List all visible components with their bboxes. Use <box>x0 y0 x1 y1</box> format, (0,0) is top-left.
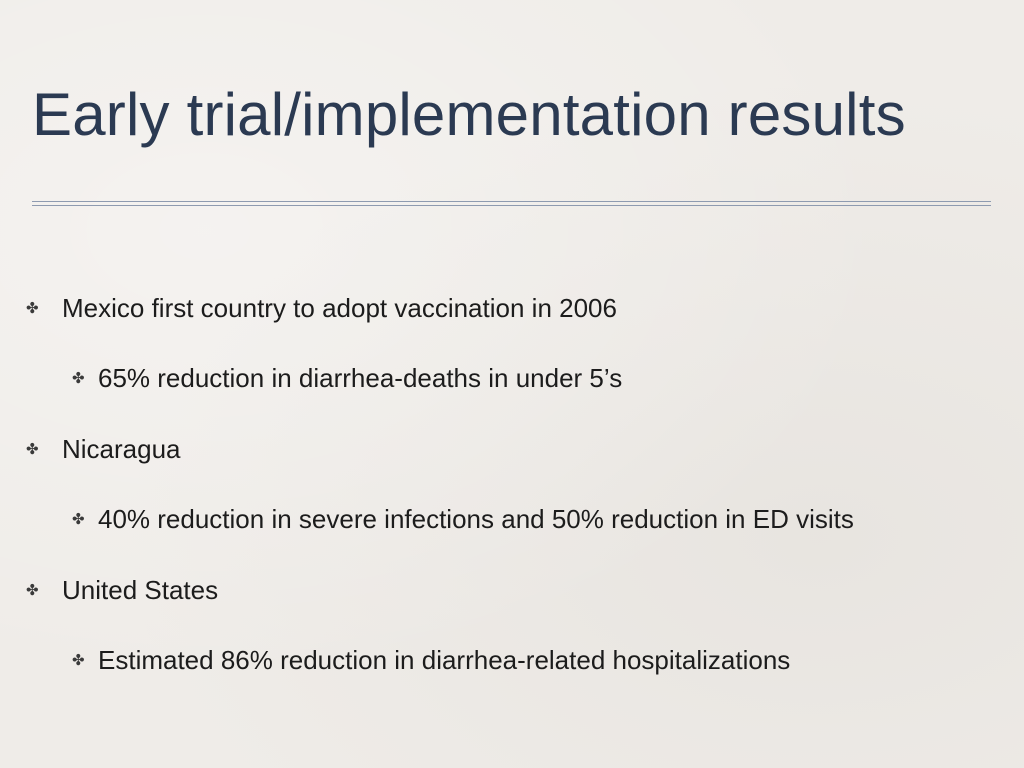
bullet-item-mexico <box>26 293 617 323</box>
sub-bullet-text: Estimated 86% reduction in diarrhea-related hospitalizations <box>98 645 791 675</box>
bullet-item-nicaragua <box>26 434 181 464</box>
sub-bullet-item-mexico-result <box>72 363 623 393</box>
slide-title: Early trial/implementation results <box>32 81 906 148</box>
divider-line-top <box>32 201 991 202</box>
sub-bullet-item-united-states-result <box>72 645 791 675</box>
four-point-star-bullet-icon: ✤ <box>72 511 85 528</box>
four-point-star-bullet-icon: ✤ <box>26 441 39 458</box>
sub-bullet-item-nicaragua-result <box>72 504 854 534</box>
bullet-text: Nicaragua <box>62 434 181 464</box>
bullet-text: Mexico first country to adopt vaccination in 2006 <box>62 293 617 323</box>
sub-bullet-text: 65% reduction in diarrhea-deaths in under 5’s <box>98 363 623 393</box>
four-point-star-bullet-icon: ✤ <box>26 582 39 599</box>
four-point-star-bullet-icon: ✤ <box>72 652 85 669</box>
bullet-text: United States <box>62 575 219 605</box>
four-point-star-bullet-icon: ✤ <box>72 370 85 387</box>
title-divider <box>32 201 991 206</box>
bullet-item-united-states <box>26 575 219 605</box>
four-point-star-bullet-icon: ✤ <box>26 300 39 317</box>
sub-bullet-text: 40% reduction in severe infections and 50% reduction in ED visits <box>98 504 854 534</box>
divider-line-bottom <box>32 205 991 206</box>
